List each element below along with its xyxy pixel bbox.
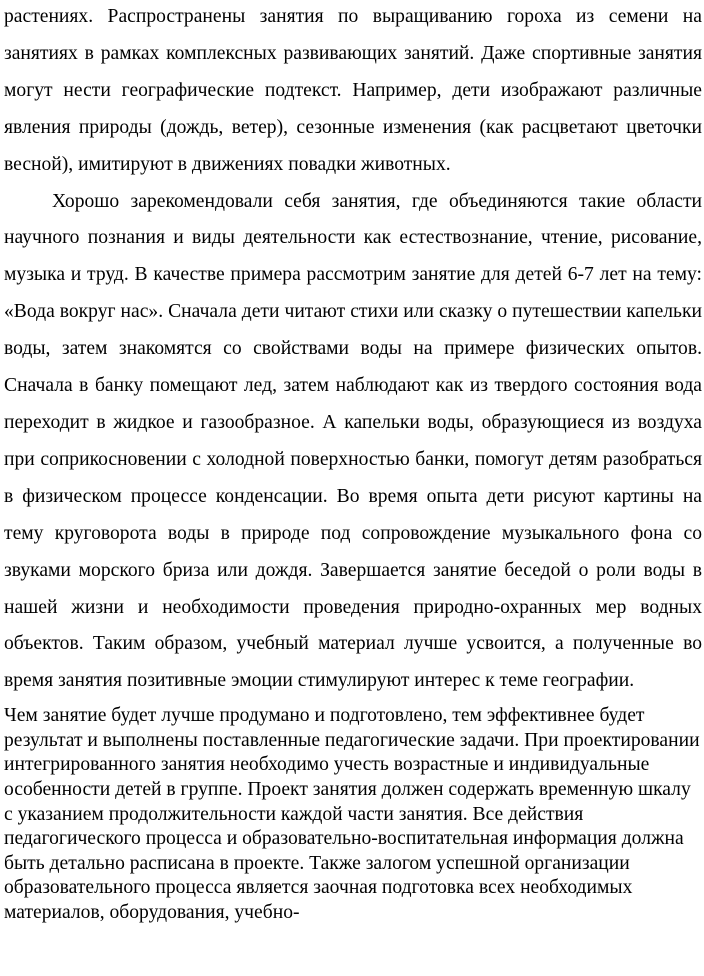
paragraph-continuation: растениях. Распространены занятия по выращиванию гороха из семени на занятиях в рамках комплексных развивающих занятий. Даже спортивные занятия могут нести географические подтекст. Например, дети изображают различные явления природы (дождь, ветер), сезонные изменения (как расцветают цветочки весной), имитируют в движениях повадки животных. xyxy=(4,6,702,175)
paragraph-lesson-preparation: Чем занятие будет лучше продумано и подготовлено, тем эффективнее будет результат и выполнены поставленные педагогические задачи. При проектировании интегрированного занятия необходимо учесть возрастные и индивидуальные особенности детей в группе. Проект занятия должен содержать временную шкалу с указанием продолжительности каждой части занятия. Все действия педагогического процесса и образовательно-воспитательная информация должна быть детально расписана в проекте. Также залогом успешной организации образовательного процесса является заочная подготовка всех необходимых материалов, оборудования, учебно- xyxy=(4,705,700,923)
paragraph-water-lesson-example: Хорошо зарекомендовали себя занятия, где объединяются такие области научного познания и виды деятельности как естествознание, чтение, рисование, музыка и труд. В качестве примера рассмотрим занятие для детей 6-7 лет на тему: «Вода вокруг нас». Сначала дети читают стихи или сказку о путешествии капельки воды, затем знакомятся со свойствами воды на примере физических опытов. Сначала в банку помещают лед, затем наблюдают как из твердого состояния вода переходит в жидкое и газообразное. А капельки воды, образующиеся из воздуха при соприкосновении с холодной поверхностью банки, помогут детям разобраться в физическом процессе конденсации. Во время опыта дети рисуют картины на тему круговорота воды в природе под сопровождение музыкального фона со звуками морского бриза или дождя. Завершается занятие беседой о роли воды в нашей жизни и необходимости проведения природно-охранных мер водных объектов. Таким образом, учебный материал лучше усвоится, а полученные во время занятия позитивные эмоции стимулируют интерес к теме географии. xyxy=(4,190,702,692)
